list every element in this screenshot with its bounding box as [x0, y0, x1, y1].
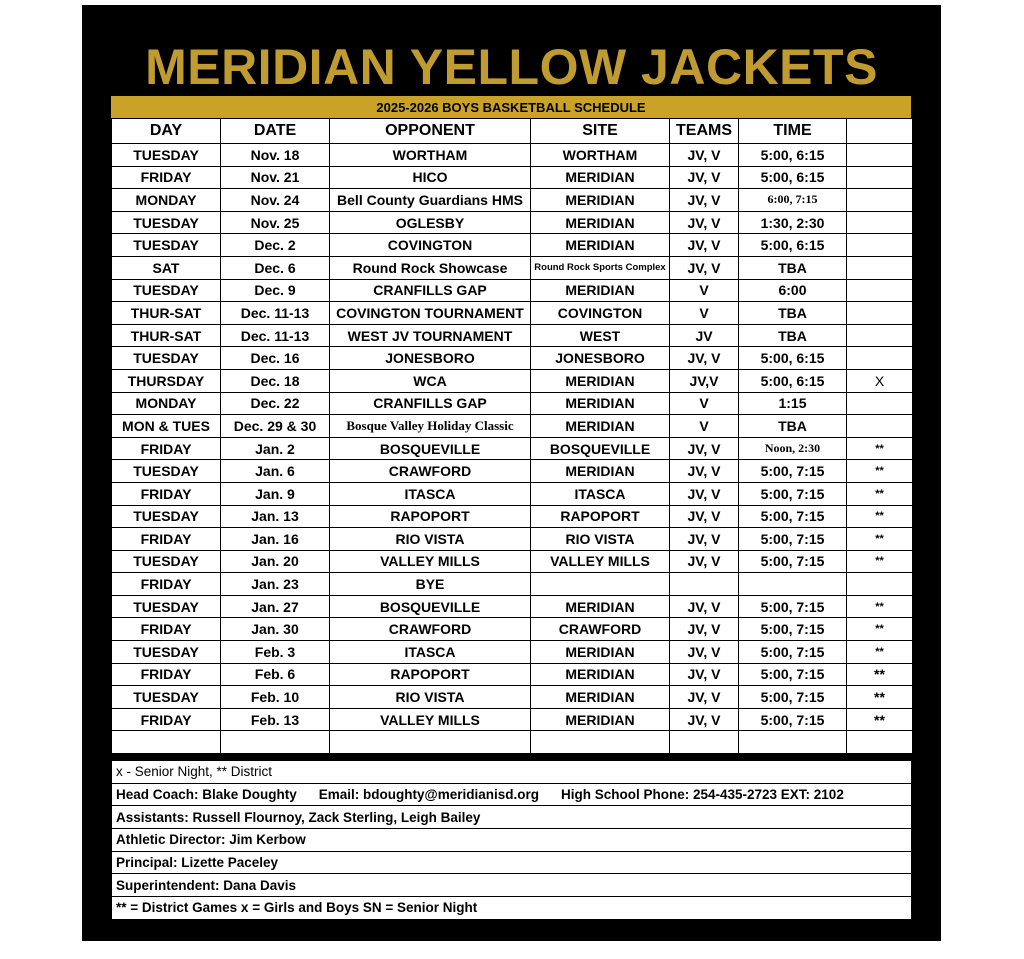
cell-opponent: CRANFILLS GAP [330, 392, 531, 415]
cell-day: FRIDAY [112, 663, 221, 686]
coach-email: Email: bdoughty@meridianisd.org [318, 787, 539, 803]
cell-note: ** [847, 686, 913, 709]
cell-date: Nov. 18 [221, 144, 330, 167]
cell-opponent: CRANFILLS GAP [330, 279, 531, 302]
cell-date: Jan. 16 [221, 528, 330, 551]
cell-opponent: RAPOPORT [330, 663, 531, 686]
schedule-body [112, 144, 913, 754]
schedule-table [111, 118, 913, 754]
column-header-date: DATE [221, 119, 330, 144]
cell-day: THUR-SAT [112, 302, 221, 325]
cell-note [847, 415, 913, 438]
cell-teams: JV, V [670, 256, 739, 279]
cell-teams: JV, V [670, 618, 739, 641]
cell-teams: JV, V [670, 528, 739, 551]
cell-teams: JV, V [670, 189, 739, 212]
table-row [112, 166, 913, 189]
cell-teams: JV, V [670, 663, 739, 686]
cell-day: MON & TUES [112, 415, 221, 438]
cell-day: TUESDAY [112, 641, 221, 664]
cell-day: MONDAY [112, 189, 221, 212]
cell-time: 5:00, 7:15 [739, 528, 847, 551]
cell-note: ** [847, 460, 913, 483]
page-title: MERIDIAN YELLOW JACKETS [145, 39, 878, 95]
cell-day: TUESDAY [112, 550, 221, 573]
column-header-opponent: OPPONENT [330, 119, 531, 144]
cell-opponent: JONESBORO [330, 347, 531, 370]
cell-day: TUESDAY [112, 686, 221, 709]
cell-day: FRIDAY [112, 618, 221, 641]
column-header-day: DAY [112, 119, 221, 144]
cell-site [531, 573, 670, 596]
cell-opponent: RIO VISTA [330, 528, 531, 551]
table-row [112, 189, 913, 212]
cell-time: 5:00, 7:15 [739, 686, 847, 709]
table-row [112, 415, 913, 438]
column-header-site: SITE [531, 119, 670, 144]
cell-time: 5:00, 6:15 [739, 369, 847, 392]
cell-site: Round Rock Sports Complex [531, 256, 670, 279]
table-row [112, 437, 913, 460]
cell-opponent: COVINGTON [330, 234, 531, 257]
cell-time: 6:00, 7:15 [739, 189, 847, 212]
footer-info [111, 760, 912, 920]
cell-note [847, 166, 913, 189]
cell-teams: JV, V [670, 144, 739, 167]
table-row [112, 460, 913, 483]
cell-site: MERIDIAN [531, 686, 670, 709]
cell-time: 5:00, 6:15 [739, 234, 847, 257]
cell-day: THURSDAY [112, 369, 221, 392]
table-row [112, 618, 913, 641]
cell-note: ** [847, 505, 913, 528]
cell-opponent: ITASCA [330, 482, 531, 505]
cell-teams: JV, V [670, 686, 739, 709]
cell-teams: JV,V [670, 369, 739, 392]
cell-time: 5:00, 7:15 [739, 663, 847, 686]
cell-date: Dec. 11-13 [221, 302, 330, 325]
cell-note: ** [847, 708, 913, 731]
cell-date: Jan. 27 [221, 595, 330, 618]
cell-note [847, 256, 913, 279]
cell-site: COVINGTON [531, 302, 670, 325]
cell-time: TBA [739, 256, 847, 279]
cell-time [739, 573, 847, 596]
cell-teams: JV, V [670, 437, 739, 460]
cell-site: MERIDIAN [531, 234, 670, 257]
cell-date: Nov. 24 [221, 189, 330, 212]
cell-opponent: WCA [330, 369, 531, 392]
cell-note: ** [847, 550, 913, 573]
header-row [112, 119, 913, 144]
cell-opponent: VALLEY MILLS [330, 550, 531, 573]
table-row [112, 505, 913, 528]
cell-teams: JV, V [670, 482, 739, 505]
superintendent: Superintendent: Dana Davis [112, 874, 912, 897]
blank-cell [531, 731, 670, 754]
cell-date: Dec. 22 [221, 392, 330, 415]
cell-day: TUESDAY [112, 279, 221, 302]
cell-opponent: ITASCA [330, 641, 531, 664]
cell-teams: V [670, 279, 739, 302]
cell-site: JONESBORO [531, 347, 670, 370]
cell-date: Dec. 9 [221, 279, 330, 302]
table-row [112, 708, 913, 731]
cell-site: WORTHAM [531, 144, 670, 167]
cell-teams: V [670, 392, 739, 415]
table-row [112, 279, 913, 302]
cell-day: SAT [112, 256, 221, 279]
table-row [112, 663, 913, 686]
cell-note: X [847, 369, 913, 392]
cell-date: Dec. 2 [221, 234, 330, 257]
cell-note [847, 189, 913, 212]
school-phone: High School Phone: 254-435-2723 EXT: 2102 [560, 787, 844, 803]
cell-date: Jan. 20 [221, 550, 330, 573]
cell-date: Feb. 6 [221, 663, 330, 686]
cell-note: ** [847, 595, 913, 618]
cell-opponent: CRAWFORD [330, 618, 531, 641]
table-row [112, 234, 913, 257]
cell-site: MERIDIAN [531, 369, 670, 392]
cell-opponent: CRAWFORD [330, 460, 531, 483]
cell-day: TUESDAY [112, 144, 221, 167]
cell-site: MERIDIAN [531, 708, 670, 731]
cell-time: 5:00, 7:15 [739, 618, 847, 641]
cell-opponent: Round Rock Showcase [330, 256, 531, 279]
cell-teams: JV, V [670, 166, 739, 189]
cell-opponent: Bell County Guardians HMS [330, 189, 531, 212]
column-header-time: TIME [739, 119, 847, 144]
cell-site: ITASCA [531, 482, 670, 505]
cell-teams: JV, V [670, 550, 739, 573]
cell-day: FRIDAY [112, 573, 221, 596]
cell-day: MONDAY [112, 392, 221, 415]
cell-day: TUESDAY [112, 595, 221, 618]
column-header-note [847, 119, 913, 144]
table-row [112, 302, 913, 325]
table-row [112, 324, 913, 347]
cell-note [847, 573, 913, 596]
cell-site: MERIDIAN [531, 189, 670, 212]
blank-cell [739, 731, 847, 754]
cell-day: TUESDAY [112, 347, 221, 370]
legend-text: x - Senior Night, ** District [112, 761, 912, 784]
cell-time: 5:00, 6:15 [739, 144, 847, 167]
cell-note: ** [847, 437, 913, 460]
table-row [112, 641, 913, 664]
cell-note: ** [847, 663, 913, 686]
cell-opponent: VALLEY MILLS [330, 708, 531, 731]
cell-note [847, 347, 913, 370]
cell-site: VALLEY MILLS [531, 550, 670, 573]
cell-teams: JV, V [670, 211, 739, 234]
cell-day: TUESDAY [112, 234, 221, 257]
assistants: Assistants: Russell Flournoy, Zack Sterling, Leigh Bailey [112, 806, 912, 829]
cell-note [847, 324, 913, 347]
cell-opponent: RAPOPORT [330, 505, 531, 528]
cell-opponent: HICO [330, 166, 531, 189]
blank-cell [112, 731, 221, 754]
table-row [112, 573, 913, 596]
contact-line [112, 783, 912, 806]
cell-note [847, 302, 913, 325]
table-row [112, 392, 913, 415]
cell-teams: JV, V [670, 641, 739, 664]
cell-site: CRAWFORD [531, 618, 670, 641]
cell-opponent: Bosque Valley Holiday Classic [330, 415, 531, 438]
cell-note: ** [847, 482, 913, 505]
cell-time: 5:00, 7:15 [739, 641, 847, 664]
cell-site: MERIDIAN [531, 460, 670, 483]
cell-time: TBA [739, 415, 847, 438]
cell-site: BOSQUEVILLE [531, 437, 670, 460]
table-row [112, 369, 913, 392]
cell-note: ** [847, 641, 913, 664]
column-header-teams: TEAMS [670, 119, 739, 144]
cell-opponent: COVINGTON TOURNAMENT [330, 302, 531, 325]
cell-time: 1:30, 2:30 [739, 211, 847, 234]
blank-cell [847, 731, 913, 754]
blank-row [112, 731, 913, 754]
cell-site: MERIDIAN [531, 211, 670, 234]
cell-time: 1:15 [739, 392, 847, 415]
cell-date: Jan. 30 [221, 618, 330, 641]
cell-day: FRIDAY [112, 437, 221, 460]
cell-day: TUESDAY [112, 460, 221, 483]
cell-date: Dec. 11-13 [221, 324, 330, 347]
key-legend: ** = District Games x = Girls and Boys SN = Senior Night [112, 897, 912, 920]
schedule-subtitle: 2025-2026 BOYS BASKETBALL SCHEDULE [111, 96, 911, 118]
cell-teams: JV, V [670, 234, 739, 257]
cell-date: Jan. 6 [221, 460, 330, 483]
head-coach: Head Coach: Blake Doughty [116, 787, 297, 803]
table-row [112, 550, 913, 573]
cell-teams: V [670, 415, 739, 438]
table-row [112, 482, 913, 505]
cell-site: MERIDIAN [531, 595, 670, 618]
cell-site: MERIDIAN [531, 663, 670, 686]
cell-time: TBA [739, 302, 847, 325]
cell-opponent: RIO VISTA [330, 686, 531, 709]
cell-date: Jan. 9 [221, 482, 330, 505]
athletic-director: Athletic Director: Jim Kerbow [112, 829, 912, 852]
cell-opponent: WORTHAM [330, 144, 531, 167]
cell-day: FRIDAY [112, 708, 221, 731]
cell-site: MERIDIAN [531, 166, 670, 189]
cell-time: 5:00, 7:15 [739, 505, 847, 528]
cell-note [847, 144, 913, 167]
cell-opponent: BYE [330, 573, 531, 596]
cell-teams: JV, V [670, 595, 739, 618]
cell-date: Feb. 3 [221, 641, 330, 664]
cell-opponent: WEST JV TOURNAMENT [330, 324, 531, 347]
cell-opponent: OGLESBY [330, 211, 531, 234]
blank-cell [221, 731, 330, 754]
cell-date: Dec. 6 [221, 256, 330, 279]
cell-date: Dec. 29 & 30 [221, 415, 330, 438]
cell-time: 5:00, 7:15 [739, 482, 847, 505]
cell-site: MERIDIAN [531, 641, 670, 664]
cell-time: 5:00, 7:15 [739, 708, 847, 731]
cell-note [847, 279, 913, 302]
cell-date: Nov. 21 [221, 166, 330, 189]
cell-teams: V [670, 302, 739, 325]
cell-time: 5:00, 7:15 [739, 550, 847, 573]
cell-time: 5:00, 6:15 [739, 347, 847, 370]
cell-teams: JV, V [670, 347, 739, 370]
cell-time: 5:00, 7:15 [739, 460, 847, 483]
cell-site: MERIDIAN [531, 392, 670, 415]
cell-note [847, 392, 913, 415]
cell-day: TUESDAY [112, 505, 221, 528]
cell-date: Jan. 2 [221, 437, 330, 460]
cell-time: Noon, 2:30 [739, 437, 847, 460]
cell-teams: JV [670, 324, 739, 347]
cell-time: 5:00, 6:15 [739, 166, 847, 189]
cell-note [847, 234, 913, 257]
cell-date: Dec. 16 [221, 347, 330, 370]
table-row [112, 686, 913, 709]
cell-site: MERIDIAN [531, 279, 670, 302]
blank-cell [330, 731, 531, 754]
table-row [112, 211, 913, 234]
cell-time: TBA [739, 324, 847, 347]
cell-time: 6:00 [739, 279, 847, 302]
table-row [112, 144, 913, 167]
cell-day: FRIDAY [112, 482, 221, 505]
cell-teams: JV, V [670, 708, 739, 731]
cell-site: RIO VISTA [531, 528, 670, 551]
cell-teams: JV, V [670, 505, 739, 528]
cell-day: TUESDAY [112, 211, 221, 234]
cell-time: 5:00, 7:15 [739, 595, 847, 618]
cell-note: ** [847, 528, 913, 551]
cell-site: WEST [531, 324, 670, 347]
table-row [112, 256, 913, 279]
blank-cell [670, 731, 739, 754]
cell-opponent: BOSQUEVILLE [330, 437, 531, 460]
cell-note [847, 211, 913, 234]
table-row [112, 595, 913, 618]
cell-date: Jan. 13 [221, 505, 330, 528]
cell-date: Dec. 18 [221, 369, 330, 392]
cell-date: Feb. 10 [221, 686, 330, 709]
cell-day: THUR-SAT [112, 324, 221, 347]
cell-note: ** [847, 618, 913, 641]
principal: Principal: Lizette Paceley [112, 851, 912, 874]
cell-date: Feb. 13 [221, 708, 330, 731]
cell-day: FRIDAY [112, 528, 221, 551]
cell-teams [670, 573, 739, 596]
cell-date: Jan. 23 [221, 573, 330, 596]
cell-teams: JV, V [670, 460, 739, 483]
cell-date: Nov. 25 [221, 211, 330, 234]
cell-opponent: BOSQUEVILLE [330, 595, 531, 618]
cell-site: MERIDIAN [531, 415, 670, 438]
cell-site: RAPOPORT [531, 505, 670, 528]
table-row [112, 528, 913, 551]
table-row [112, 347, 913, 370]
cell-day: FRIDAY [112, 166, 221, 189]
